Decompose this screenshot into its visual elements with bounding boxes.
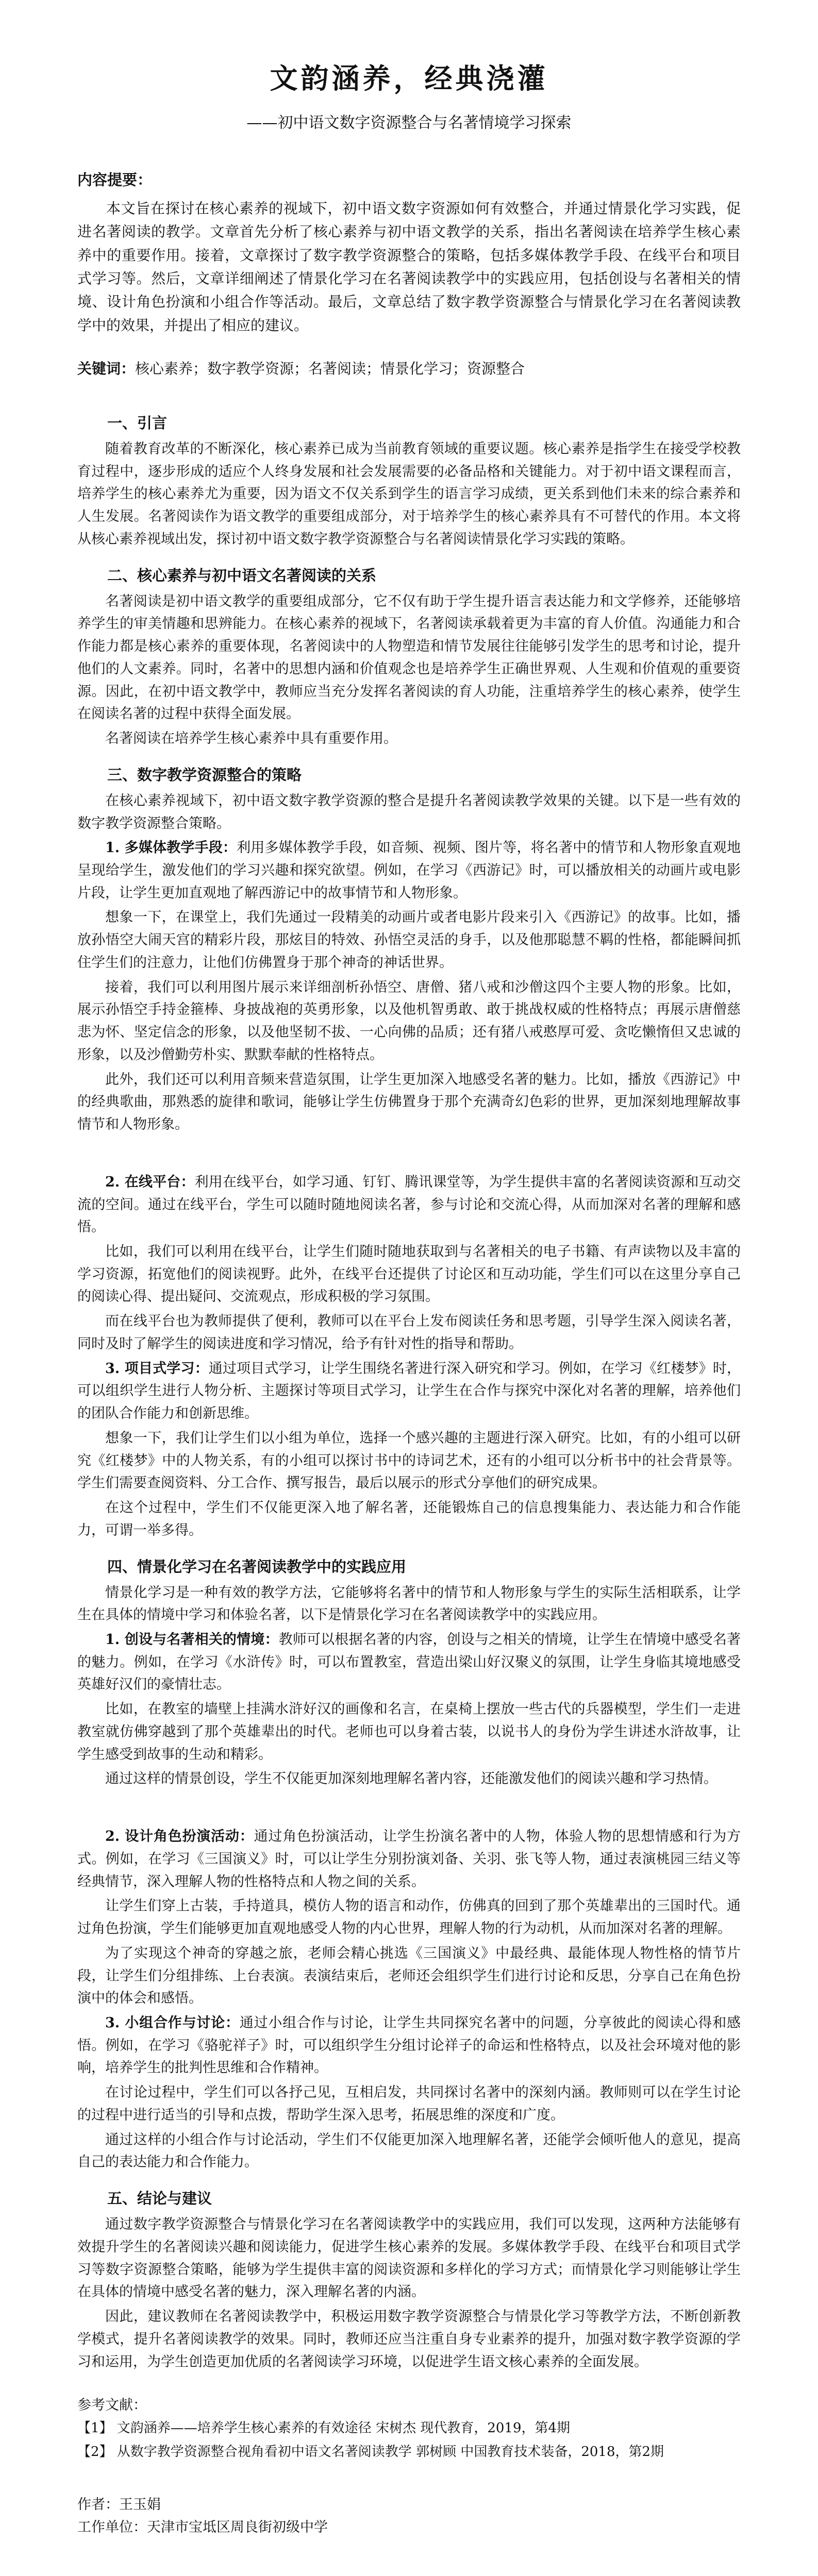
keywords-label: 关键词：	[77, 360, 136, 378]
section-5-heading: 五、结论与建议	[107, 2190, 212, 2208]
practice-2-label: 2. 设计角色扮演活动：	[105, 1828, 254, 1845]
practice-1-paragraph: 比如，在教室的墙壁上挂满水浒好汉的画像和名言，在桌椅上摆放一些古代的兵器模型，学生们一走进教室就仿佛穿越到了那个英雄辈出的时代。老师也可以身着古装，以说书人的身份为学生讲述水浒故事，让学生感受到故事的生动和精彩。	[77, 1701, 741, 1762]
practice-3-label: 3. 小组合作与讨论：	[105, 2015, 240, 2031]
practice-2-paragraph: 2. 设计角色扮演活动：通过角色扮演活动，让学生扮演名著中的人物，体验人物的思想情感和行为方式。例如，在学习《三国演义》时，可以让学生分别扮演刘备、关羽、张飞等人物，通过表演桃园三结义等经典情节，深入理解人物的性格特点和人物之间的关系。	[77, 1828, 741, 1890]
section-2-paragraph: 名著阅读是初中语文教学的重要组成部分，它不仅有助于学生提升语言表达能力和文学修养，还能够培养学生的审美情趣和思辨能力。在核心素养的视域下，名著阅读承载着更为丰富的育人价值。沟通能力和合作能力都是核心素养的重要体现，名著阅读中的人物塑造和情节发展往往能够引发学生的思考和讨论，提升他们的人文素养。同时，名著中的思想内涵和价值观念也是培养学生正确世界观、人生观和价值观的重要资源。因此，在初中语文教学中，教师应当充分发挥名著阅读的育人功能，注重培养学生的核心素养，使学生在阅读名著的过程中获得全面发展。	[77, 593, 741, 722]
references	[77, 2394, 741, 2463]
abstract-text: 本文旨在探讨在核心素养的视域下，初中语文数字资源如何有效整合，并通过情景化学习实践，促进名著阅读的教学。文章首先分析了核心素养与初中语文教学的关系，指出名著阅读在培养学生核心素养中的重要作用。接着，文章探讨了数字教学资源整合的策略，包括多媒体教学手段、在线平台和项目式学习等。然后，文章详细阐述了情景化学习在名著阅读教学中的实践应用，包括创设与名著相关的情境、设计角色扮演和小组合作等活动。最后，文章总结了数字教学资源整合与情景化学习在名著阅读教学中的效果，并提出了相应的建议。	[77, 200, 741, 334]
references-label: 参考文献：	[77, 2397, 147, 2414]
author-block	[77, 2494, 741, 2538]
strategy-3-paragraph: 在这个过程中，学生们不仅能更深入地了解名著，还能锻炼自己的信息搜集能力、表达能力和合作能力，可谓一举多得。	[77, 1500, 741, 1538]
strategy-2-paragraph: 2. 在线平台：利用在线平台，如学习通、钉钉、腾讯课堂等，为学生提供丰富的名著阅读资源和互动交流的空间。通过在线平台，学生可以随时随地阅读名著，参与讨论和交流心得，从而加深对名著的理解和感悟。	[77, 1174, 741, 1235]
strategy-1-paragraph: 此外，我们还可以利用音频来营造氛围，让学生更加深入地感受名著的魅力。比如，播放《西游记》中的经典歌曲，那熟悉的旋律和歌词，能够让学生仿佛置身于那个充满奇幻色彩的世界，更加深刻地理解故事情节和人物形象。	[77, 1071, 741, 1133]
strategy-1-paragraph: 想象一下，在课堂上，我们先通过一段精美的动画片或者电影片段来引入《西游记》的故事。比如，播放孙悟空大闹天宫的精彩片段，那炫目的特效、孙悟空灵活的身手，以及他那聪慧不羁的性格，都能瞬间抓住学生们的注意力，让他们仿佛置身于那个神奇的神话世界。	[77, 909, 741, 971]
author-unit: 工作单位：天津市宝坻区周良街初级中学	[77, 2519, 328, 2535]
section-1-heading: 一、引言	[107, 414, 168, 432]
author-name: 作者：王玉娟	[77, 2497, 161, 2513]
document-subtitle: ——初中语文数字资源整合与名著情境学习探索	[246, 114, 572, 132]
section-5-paragraph: 通过数字教学资源整合与情景化学习在名著阅读教学中的实践应用，我们可以发现，这两种方法能够有效提升学生的名著阅读兴趣和阅读能力，促进学生核心素养的发展。多媒体教学手段、在线平台和项目式学习等数字资源整合策略，能够为学生提供丰富的阅读资源和多样化的学习方式；而情景化学习则能够让学生在具体的情境中感受名著的魅力，深入理解名著的内涵。	[77, 2216, 741, 2300]
section-5-paragraph: 因此，建议教师在名著阅读教学中，积极运用数字教学资源整合与情景化学习等教学方法，不断创新教学模式，提升名著阅读教学的效果。同时，教师还应当注重自身专业素养的提升，加强对数字教学资源的学习和运用，为学生创造更加优质的名著阅读学习环境，以促进学生语文核心素养的全面发展。	[77, 2309, 741, 2370]
reference-item: 【2】 从数字教学资源整合视角看初中语文名著阅读教学 郭树顾 中国教育技术装备，2018，第2期	[77, 2444, 664, 2460]
section-4-intro: 情景化学习是一种有效的教学方法，它能够将名著中的情节和人物形象与学生的实际生活相联系，让学生在具体的情境中学习和体验名著，以下是情景化学习在名著阅读教学中的实践应用。	[77, 1584, 741, 1623]
strategy-1-paragraph: 1. 多媒体教学手段：利用多媒体教学手段，如音频、视频、图片等，将名著中的情节和人物形象直观地呈现给学生，激发他们的学习兴趣和探究欲望。例如，在学习《西游记》时，可以播放相关的动画片或电影片段，让学生更加直观地了解西游记中的故事情节和人物形象。	[77, 840, 741, 901]
keywords	[77, 358, 741, 381]
section-3-heading: 三、数字教学资源整合的策略	[107, 766, 302, 784]
practice-2-paragraph: 为了实现这个神奇的穿越之旅，老师会精心挑选《三国演义》中最经典、最能体现人物性格的情节片段，让学生们分组排练、上台表演。表演结束后，老师还会组织学生们进行讨论和反思，分享自己在角色扮演中的体会和感悟。	[77, 1945, 741, 2007]
strategy-3-paragraph: 想象一下，我们让学生们以小组为单位，选择一个感兴趣的主题进行深入研究。比如，有的小组可以研究《红楼梦》中的人物关系，有的小组可以探讨书中的诗词艺术，还有的小组可以分析书中的社会背景等。学生们需要查阅资料、分工合作、撰写报告，最后以展示的形式分享他们的研究成果。	[77, 1430, 741, 1492]
strategy-3-paragraph: 3. 项目式学习：通过项目式学习，让学生围绕名著进行深入研究和学习。例如，在学习《红楼梦》时，可以组织学生进行人物分析、主题探讨等项目式学习，让学生在合作与探究中深化对名著的理解，培养他们的团队合作能力和创新思维。	[77, 1360, 741, 1422]
spacer	[77, 1792, 741, 1825]
practice-1-paragraph: 通过这样的情景创设，学生不仅能更加深刻地理解名著内容，还能激发他们的阅读兴趣和学习热情。	[105, 1771, 717, 1787]
section-3-intro: 在核心素养视域下，初中语文数字教学资源的整合是提升名著阅读教学效果的关键。以下是一些有效的数字教学资源整合策略。	[77, 792, 741, 832]
spacer	[77, 1138, 741, 1171]
practice-3-paragraph: 在讨论过程中，学生们可以各抒己见，互相启发，共同探讨名著中的深刻内涵。教师则可以在学生讨论的过程中进行适当的引导和点拨，帮助学生深入思考，拓展思维的深度和广度。	[77, 2084, 741, 2123]
practice-1-label: 1. 创设与名著相关的情境：	[105, 1632, 279, 1648]
document-title: 文韵涵养，经典浇灌	[270, 62, 548, 95]
strategy-3-label: 3. 项目式学习：	[105, 1360, 209, 1377]
strategy-1-label: 1. 多媒体教学手段：	[105, 840, 237, 856]
strategy-2-paragraph: 而在线平台也为教师提供了便利，教师可以在平台上发布阅读任务和思考题，引导学生深入阅读名著，同时及时了解学生的阅读进度和学习情况，给予有针对性的指导和帮助。	[77, 1313, 741, 1352]
reference-item: 【1】 文韵涵养——培养学生核心素养的有效途径 宋树杰 现代教育，2019，第4期	[77, 2420, 571, 2436]
strategy-1-paragraph: 接着，我们可以利用图片展示来详细剖析孙悟空、唐僧、猪八戒和沙僧这四个主要人物的形象。比如，展示孙悟空手持金箍棒、身披战袍的英勇形象，以及他机智勇敢、敢于挑战权威的性格特点；再展示唐僧慈悲为怀、坚定信念的形象，以及他坚韧不拔、一心向佛的品质；还有猪八戒憨厚可爱、贪吃懒惰但又忠诚的形象，以及沙僧勤劳朴实、默默奉献的性格特点。	[77, 979, 741, 1063]
section-2-heading: 二、核心素养与初中语文名著阅读的关系	[107, 566, 377, 584]
abstract-label: 内容提要：	[77, 171, 153, 189]
strategy-2-paragraph: 比如，我们可以利用在线平台，让学生们随时随地获取到与名著相关的电子书籍、有声读物以及丰富的学习资源，拓宽他们的阅读视野。此外，在线平台还提供了讨论区和互动功能，学生们可以在这里分享自己的阅读心得、提出疑问、交流观点，形成积极的学习氛围。	[77, 1243, 741, 1305]
practice-3-paragraph: 通过这样的小组合作与讨论活动，学生们不仅能更加深入地理解名著，还能学会倾听他人的意见，提高自己的表达能力和合作能力。	[77, 2131, 741, 2171]
practice-1-paragraph: 1. 创设与名著相关的情境：教师可以根据名著的内容，创设与之相关的情境，让学生在情境中感受名著的魅力。例如，在学习《水浒传》时，可以布置教室，营造出梁山好汉聚义的氛围，让学生身临其境地感受英雄好汉们的豪情壮志。	[77, 1632, 741, 1693]
practice-3-paragraph: 3. 小组合作与讨论：通过小组合作与讨论，让学生共同探究名著中的问题，分享彼此的阅读心得和感悟。例如，在学习《骆驼祥子》时，可以组织学生分组讨论祥子的命运和性格特点，以及社会环境对他的影响，培养学生的批判性思维和合作精神。	[77, 2015, 741, 2076]
strategy-2-label: 2. 在线平台：	[105, 1174, 195, 1190]
section-4-heading: 四、情景化学习在名著阅读教学中的实践应用	[107, 1557, 407, 1575]
practice-2-paragraph: 让学生们穿上古装，手持道具，模仿人物的语言和动作，仿佛真的回到了那个英雄辈出的三国时代。通过角色扮演，学生们能够更加直观地感受人物的内心世界，理解人物的行为动机，从而加深对名著的理解。	[77, 1898, 741, 1937]
section-1-paragraph: 随着教育改革的不断深化，核心素养已成为当前教育领域的重要议题。核心素养是指学生在接受学校教育过程中，逐步形成的适应个人终身发展和社会发展需要的必备品格和关键能力。对于初中语文课程而言，培养学生的核心素养尤为重要，因为语文不仅关系到学生的语言学习成绩，更关系到他们未来的综合素养和人生发展。名著阅读作为语文教学的重要组成部分，对于培养学生的核心素养具有不可替代的作用。本文将从核心素养视域出发，探讨初中语文数字教学资源整合与名著阅读情景化学习实践的策略。	[77, 440, 741, 547]
keywords-text: 核心素养；数字教学资源；名著阅读；情景化学习；资源整合	[135, 360, 525, 378]
section-2-paragraph: 名著阅读在培养学生核心素养中具有重要作用。	[105, 731, 397, 747]
